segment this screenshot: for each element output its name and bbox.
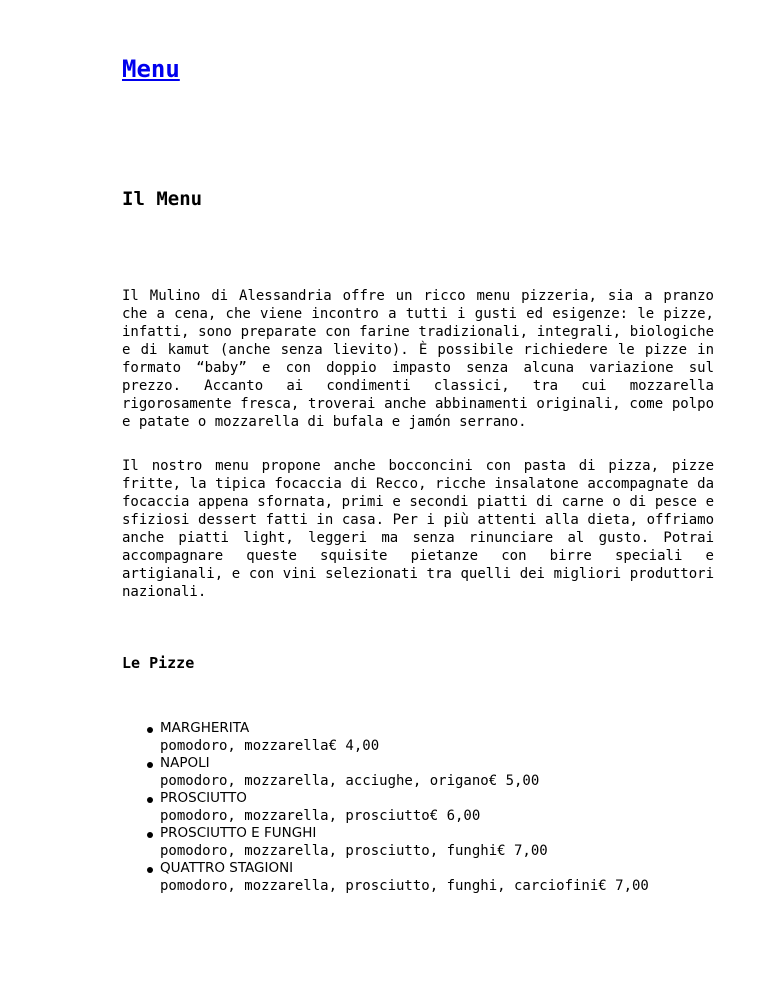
- bullet-icon: [147, 797, 153, 803]
- pizza-name: QUATTRO STAGIONI: [160, 860, 294, 876]
- pizza-name: NAPOLI: [160, 755, 210, 771]
- pizza-description: pomodoro, mozzarella, prosciutto€ 6,00: [160, 807, 481, 824]
- bullet-icon: [147, 762, 153, 768]
- pizza-description: pomodoro, mozzarella, acciughe, origano€ 5,00: [160, 772, 540, 789]
- menu-paragraph: Il nostro menu propone anche bocconcini con pasta di pizza, pizze fritte, la tipica focaccia di Recco, ricche insalatone accompagnate da focaccia appena sfornata, primi e secondi piatti di carne o di pesce e sfiziosi dessert fatti in casa. Per i più attenti alla dieta, offriamo anche piatti light, leggeri ma senza rinunciare al gusto. Potrai accompagnare queste squisite pietanze con birre speciali e artigianali, e con vini selezionati tra quelli dei migliori produttori nazionali.: [122, 458, 714, 600]
- pizza-name: PROSCIUTTO E FUNGHI: [160, 825, 317, 841]
- intro-paragraph: Il Mulino di Alessandria offre un ricco menu pizzeria, sia a pranzo che a cena, che viene incontro a tutti i gusti ed esigenze: le pizze, infatti, sono preparate con farine tradizionali, integrali, biologiche e di kamut (anche senza lievito). È possibile richiedere le pizze in formato “baby” e con doppio impasto senza alcuna variazione sul prezzo. Accanto ai condimenti classici, tra cui mozzarella rigorosamente fresca, troverai anche abbinamenti originali, come polpo e patate o mozzarella di bufala e jamón serrano.: [122, 288, 714, 430]
- pizza-name: MARGHERITA: [160, 720, 250, 736]
- menu-title-link[interactable]: Menu: [122, 55, 180, 83]
- pizza-description: pomodoro, mozzarella€ 4,00: [160, 737, 380, 754]
- list-item: [148, 790, 649, 825]
- pizza-name: PROSCIUTTO: [160, 790, 247, 806]
- list-item: [148, 825, 649, 860]
- list-item: [148, 720, 649, 755]
- list-item: [148, 860, 649, 895]
- bullet-icon: [147, 832, 153, 838]
- bullet-icon: [147, 867, 153, 873]
- pizza-list: [148, 720, 649, 895]
- pizza-description: pomodoro, mozzarella, prosciutto, funghi€ 7,00: [160, 842, 548, 859]
- pizze-heading: Le Pizze: [122, 654, 195, 672]
- bullet-icon: [147, 727, 153, 733]
- list-item: [148, 755, 649, 790]
- pizza-description: pomodoro, mozzarella, prosciutto, funghi, carciofini€ 7,00: [160, 877, 649, 894]
- section-heading: Il Menu: [122, 188, 203, 210]
